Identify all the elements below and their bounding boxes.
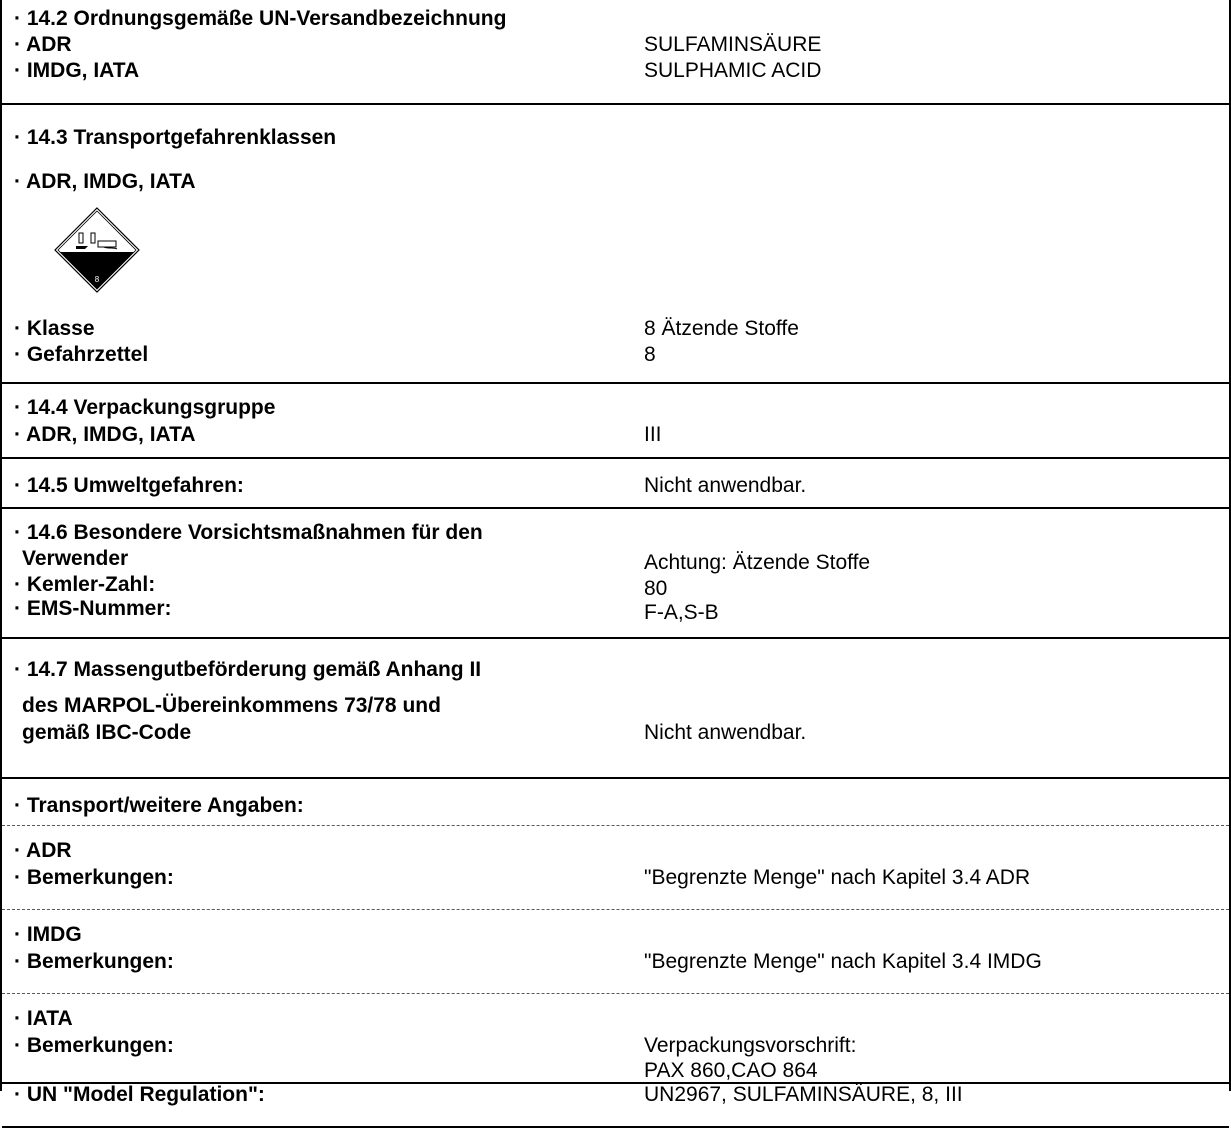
ems-value: F-A,S-B <box>644 601 719 624</box>
transport-adr-block <box>2 825 1229 909</box>
transport-iata-remarks-value-line2: PAX 860,CAO 864 <box>644 1059 818 1082</box>
ems-label: · EMS-Nummer: <box>14 597 172 620</box>
section-14-3-heading: · 14.3 Transportgefahrenklassen <box>14 126 337 149</box>
packing-group-value: III <box>644 423 662 446</box>
section-14-6-heading: · 14.6 Besondere Vorsichtsmaßnahmen für den <box>14 521 483 544</box>
imdg-iata-shipping-name: SULPHAMIC ACID <box>644 59 822 82</box>
pictogram-class-number: 8 <box>94 275 100 284</box>
transport-adr-label: · ADR <box>14 839 72 862</box>
section-14-4 <box>2 382 1229 457</box>
imdg-iata-label: · IMDG, IATA <box>14 59 140 82</box>
section-14-6 <box>2 507 1229 637</box>
environmental-hazards-label: · 14.5 Umweltgefahren: <box>14 474 244 497</box>
adr-shipping-name: SULFAMINSÄURE <box>644 33 822 56</box>
section-14-4-heading: · 14.4 Verpackungsgruppe <box>14 396 276 419</box>
gefahrzettel-value: 8 <box>644 343 656 366</box>
environmental-hazards-value: Nicht anwendbar. <box>644 474 807 497</box>
transport-iata-block <box>2 993 1229 1082</box>
section-14-5 <box>2 457 1229 507</box>
section-transport-further <box>2 777 1229 825</box>
transport-iata-remarks-label: · Bemerkungen: <box>14 1034 174 1057</box>
klasse-label: · Klasse <box>14 317 95 340</box>
bulk-transport-value: Nicht anwendbar. <box>644 721 807 744</box>
transport-imdg-remarks-value: "Begrenzte Menge" nach Kapitel 3.4 IMDG <box>644 950 1042 973</box>
transport-iata-label: · IATA <box>14 1007 73 1030</box>
transport-adr-remarks-value: "Begrenzte Menge" nach Kapitel 3.4 ADR <box>644 866 1031 889</box>
transport-imdg-block <box>2 909 1229 993</box>
transport-further-heading: · Transport/weitere Angaben: <box>14 794 304 817</box>
user-precautions-value: Achtung: Ätzende Stoffe <box>644 551 871 574</box>
packing-group-label: · ADR, IMDG, IATA <box>14 423 196 446</box>
klasse-value: 8 Ätzende Stoffe <box>644 317 799 340</box>
un-model-regulation-label: · UN "Model Regulation": <box>14 1083 265 1106</box>
section-14-3 <box>2 103 1229 382</box>
transport-imdg-label: · IMDG <box>14 923 82 946</box>
kemler-value: 80 <box>644 577 668 600</box>
section-14-7-heading-line2: des MARPOL-Übereinkommens 73/78 und <box>22 694 441 717</box>
transport-adr-remarks-label: · Bemerkungen: <box>14 866 174 889</box>
section-14-3-subheading: · ADR, IMDG, IATA <box>14 170 196 193</box>
section-14-2 <box>2 0 1229 103</box>
section-14-7 <box>2 637 1229 777</box>
adr-label: · ADR <box>14 33 72 56</box>
kemler-label: · Kemler-Zahl: <box>14 573 156 596</box>
section-14-2-heading: · 14.2 Ordnungsgemäße UN-Versandbezeichnung <box>14 7 507 30</box>
section-14-6-heading-continued: Verwender <box>22 547 129 570</box>
section-un-model-regulation <box>2 1082 1229 1128</box>
section-14-7-heading: · 14.7 Massengutbeförderung gemäß Anhang II <box>14 658 482 681</box>
transport-imdg-remarks-label: · Bemerkungen: <box>14 950 174 973</box>
gefahrzettel-label: · Gefahrzettel <box>14 343 149 366</box>
un-model-regulation-value: UN2967, SULFAMINSÄURE, 8, III <box>644 1083 963 1106</box>
transport-iata-remarks-value: Verpackungsvorschrift: <box>644 1034 857 1057</box>
section-14-7-heading-line3: gemäß IBC-Code <box>22 721 192 744</box>
corrosive-hazard-pictogram-icon <box>54 207 140 293</box>
